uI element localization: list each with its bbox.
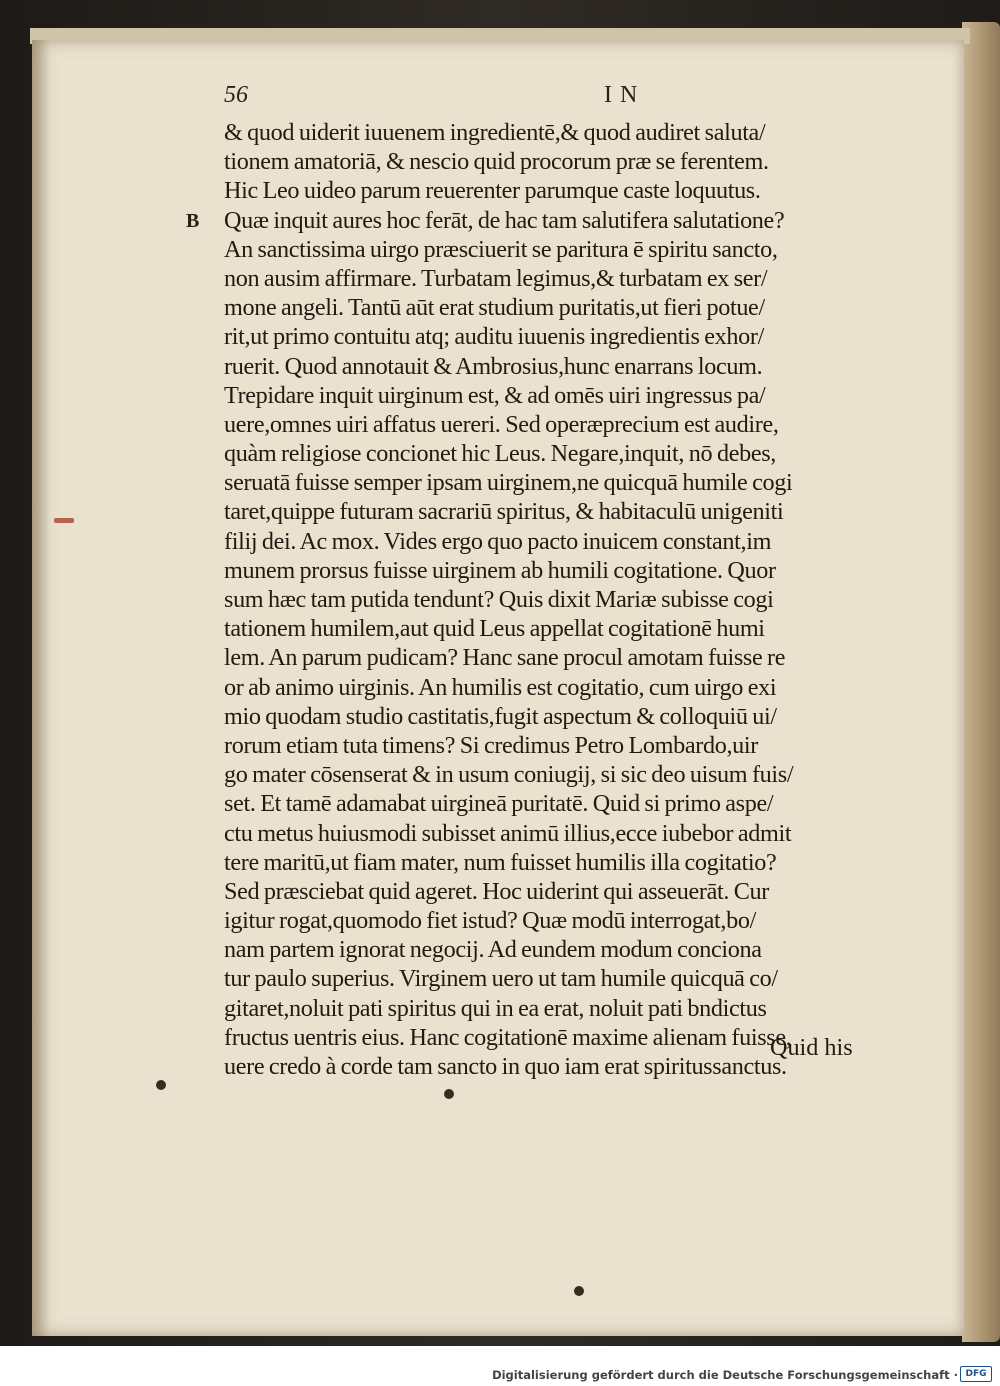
text-line: Trepidare inquit uirginum est, & ad omēs uiri ingressus pa/ bbox=[224, 381, 766, 409]
text-line: tere maritū,ut fiam mater, num fuisset humilis illa cogitatio? bbox=[224, 848, 777, 876]
text-line: mone angeli. Tantū aūt erat studium puritatis,ut fieri potue/ bbox=[224, 294, 765, 322]
text-line: ruerit. Quod annotauit & Ambrosius,hunc enarrans locum. bbox=[224, 352, 763, 380]
text-line: rorum etiam tuta timens? Si credimus Petro Lombardo,uir bbox=[224, 731, 758, 759]
text-line: fructus uentris eius. Hanc cogitationē maxime alienam fuisse, bbox=[224, 1023, 792, 1051]
book-page-edge bbox=[962, 22, 1000, 1342]
text-line: ctu metus huiusmodi subisset animū illius,ecce iubebor admit bbox=[224, 819, 792, 847]
text-line: & quod uiderit iuuenem ingredientē,& quod audiret saluta/ bbox=[224, 119, 766, 146]
text-line: Quæ inquit aures hoc ferāt, de hac tam salutifera salutatione? bbox=[224, 206, 785, 234]
text-line: tationem humilem,aut quid Leus appellat cogitationē humi bbox=[224, 615, 765, 643]
text-line: seruatā fuisse semper ipsam uirginem,ne quicquā humile cogi bbox=[224, 469, 793, 497]
text-line: tur paulo superius. Virginem uero ut tam humile quicquā co/ bbox=[224, 965, 778, 993]
text-line: tionem amatoriā, & nescio quid procorum præ se ferentem. bbox=[224, 148, 769, 176]
gutter-shadow bbox=[32, 40, 50, 1336]
red-margin-mark bbox=[54, 518, 74, 523]
text-line: Sed præsciebat quid ageret. Hoc uiderint qui asseuerāt. Cur bbox=[224, 877, 769, 905]
dfg-logo-icon: DFG bbox=[960, 1366, 992, 1382]
text-line: taret,quippe futuram sacrariū spiritus, & habitaculū unigeniti bbox=[224, 498, 784, 526]
ink-spot bbox=[574, 1286, 584, 1296]
text-line: lem. An parum pudicam? Hanc sane procul amotam fuisse re bbox=[224, 644, 786, 672]
text-line: set. Et tamē adamabat uirgineā puritatē. Quid si primo aspe/ bbox=[224, 790, 774, 818]
text-line: or ab animo uirginis. An humilis est cogitatio, cum uirgo exi bbox=[224, 673, 777, 701]
digitization-credit: Digitalisierung gefördert durch die Deutsche Forschungsgemeinschaft · bbox=[492, 1368, 958, 1382]
text-line: mio quodam studio castitatis,fugit aspectum & colloquiū ui/ bbox=[224, 702, 777, 730]
text-line: uere credo à corde tam sancto in quo iam erat spiritussanctus. bbox=[224, 1053, 787, 1080]
page-header bbox=[224, 82, 644, 114]
text-line: An sanctissima uirgo præsciuerit se paritura ē spiritu sancto, bbox=[224, 235, 778, 263]
text-line: gitaret,noluit pati spiritus qui in ea erat, noluit pati bndictus bbox=[224, 994, 767, 1022]
text-line: nam partem ignorat negocij. Ad eundem modum conciona bbox=[224, 936, 762, 964]
text-line: uere,omnes uiri affatus uereri. Sed operæprecium est audire, bbox=[224, 410, 779, 438]
text-line: munem prorsus fuisse uirginem ab humili cogitatione. Quor bbox=[224, 556, 776, 584]
text-line: non ausim affirmare. Turbatam legimus,& turbatam ex ser/ bbox=[224, 264, 768, 292]
ink-spot bbox=[444, 1089, 454, 1099]
body-text bbox=[224, 118, 914, 1081]
catchword: Quid his bbox=[770, 1034, 853, 1061]
running-head: IN bbox=[604, 82, 646, 108]
margin-letter: B bbox=[186, 210, 200, 232]
text-line: rit,ut primo contuitu atq; auditu iuuenis ingredientis exhor/ bbox=[224, 323, 764, 351]
ink-spot bbox=[156, 1080, 166, 1090]
text-line: igitur rogat,quomodo fiet istud? Quæ modū interrogat,bo/ bbox=[224, 907, 756, 935]
page-number: 56 bbox=[224, 82, 248, 108]
text-line: Hic Leo uideo parum reuerenter parumque caste loquutus. bbox=[224, 177, 761, 205]
text-line: filij dei. Ac mox. Vides ergo quo pacto inuicem constant,im bbox=[224, 527, 772, 555]
text-line: go mater cōsenserat & in usum coniugij, si sic deo uisum fuis/ bbox=[224, 761, 794, 789]
text-line: sum hæc tam putida tendunt? Quis dixit Mariæ subisse cogi bbox=[224, 586, 774, 613]
text-line: quàm religiose concionet hic Leus. Negare,inquit, nō debes, bbox=[224, 440, 777, 468]
